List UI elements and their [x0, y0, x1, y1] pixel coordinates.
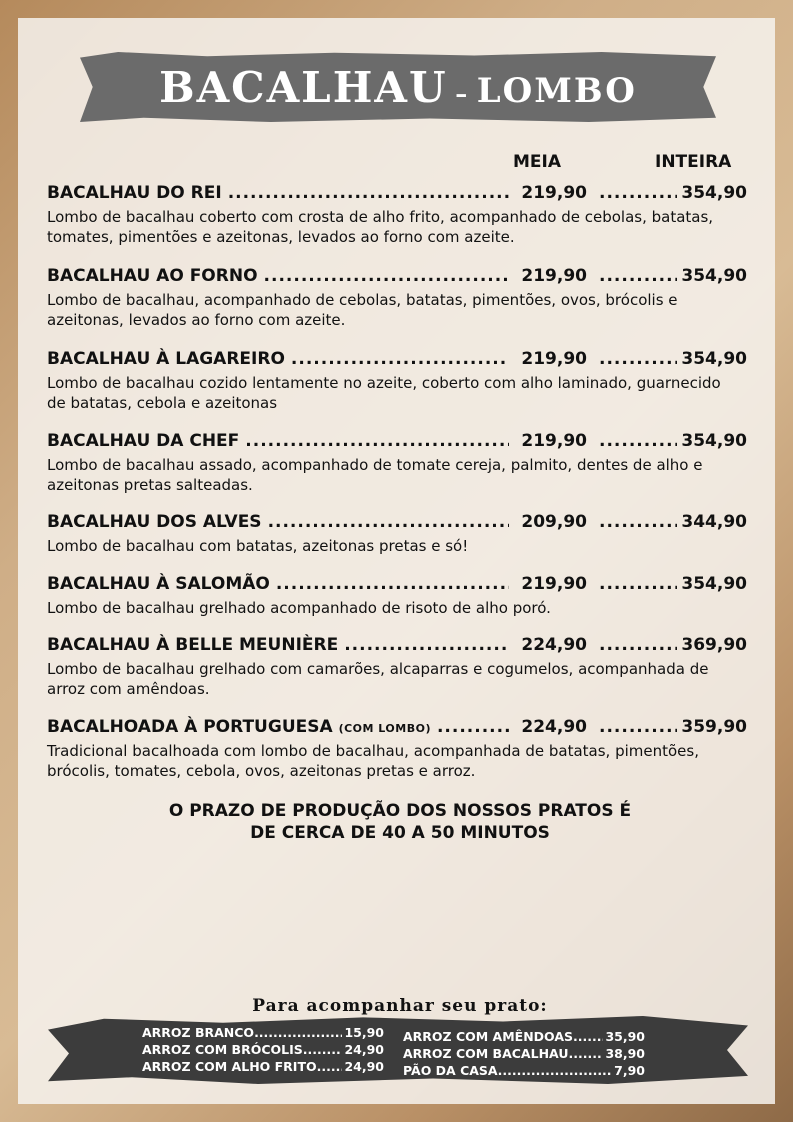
dot-leader — [599, 717, 677, 737]
accompaniment-price: 24,90 — [344, 1042, 384, 1057]
accompaniment-price: 38,90 — [605, 1046, 645, 1061]
accompaniment-item — [403, 1045, 645, 1062]
dish-description: Lombo de bacalhau grelhado com camarões, alcaparras e cogumelos, acompanhada de arroz com amêndoas. — [47, 660, 709, 698]
dot-leader — [276, 574, 509, 594]
dish-description: Lombo de bacalhau, acompanhado de cebolas, batatas, pimentões, ovos, brócolis e azeitonas, levados ao forno com azeite. — [47, 291, 678, 329]
notice-line-2: DE CERCA DE 40 A 50 MINUTOS — [250, 823, 550, 843]
accompaniment-price: 35,90 — [605, 1029, 645, 1044]
dot-leader — [268, 512, 509, 532]
accompaniment-item — [403, 1028, 645, 1045]
title-main: BACALHAU — [159, 63, 448, 112]
dot-leader — [599, 266, 677, 286]
accompaniments-left-column — [142, 1024, 384, 1075]
price-inteira: 359,90 — [681, 717, 747, 737]
dot-leader — [344, 635, 509, 655]
dot-leader — [228, 183, 509, 203]
dish-item — [47, 574, 747, 618]
dot-leader — [599, 574, 677, 594]
dish-item — [47, 266, 747, 330]
dish-name: BACALHAU DOS ALVES — [47, 512, 262, 532]
dot-leader — [599, 635, 677, 655]
dish-name-note: (COM LOMBO) — [338, 722, 431, 735]
dish-item — [47, 512, 747, 556]
dish-item — [47, 717, 747, 781]
dot-leader — [498, 1062, 613, 1079]
dish-description: Lombo de bacalhau cozido lentamente no azeite, coberto com alho laminado, guarnecido de batatas, cebola e azeitonas — [47, 374, 721, 412]
price-inteira: 354,90 — [681, 431, 747, 451]
price-meia: 219,90 — [521, 431, 587, 451]
price-meia: 219,90 — [521, 574, 587, 594]
accompaniment-item — [142, 1041, 384, 1058]
dish-name: BACALHAU À SALOMÃO — [47, 574, 270, 594]
dish-description: Tradicional bacalhoada com lombo de bacalhau, acompanhada de batatas, pimentões, brócolis, tomates, cebola, ovos, azeitonas pretas e arroz. — [47, 742, 699, 780]
accompaniment-item — [142, 1024, 384, 1041]
dish-name: BACALHAU À LAGAREIRO — [47, 349, 285, 369]
price-meia: 219,90 — [521, 266, 587, 286]
dot-leader — [599, 512, 677, 532]
dish-name: BACALHOADA À PORTUGUESA (COM LOMBO) — [47, 717, 431, 737]
accompaniment-price: 7,90 — [614, 1063, 645, 1078]
column-header-inteira: INTEIRA — [655, 152, 732, 172]
dish-name: BACALHAU DO REI — [47, 183, 222, 203]
dish-item — [47, 183, 747, 247]
price-meia: 219,90 — [521, 183, 587, 203]
dish-name: BACALHAU À BELLE MEUNIÈRE — [47, 635, 339, 655]
dot-leader — [264, 266, 509, 286]
price-meia: 219,90 — [521, 349, 587, 369]
dish-description: Lombo de bacalhau com batatas, azeitonas pretas e só! — [47, 537, 469, 555]
accompaniment-name: ARROZ COM BACALHAU — [403, 1046, 569, 1061]
dish-description: Lombo de bacalhau grelhado acompanhado de risoto de alho poró. — [47, 599, 551, 617]
dot-leader — [599, 349, 677, 369]
dish-description: Lombo de bacalhau coberto com crosta de alho frito, acompanhado de cebolas, batatas, tomates, pimentões e azeitonas, levados ao forno com azeite. — [47, 208, 714, 246]
title-dash: – — [455, 79, 470, 108]
page-title — [80, 58, 716, 127]
dot-leader — [254, 1024, 342, 1041]
accompaniment-name: ARROZ COM BRÓCOLIS — [142, 1042, 303, 1057]
accompaniment-name: ARROZ COM AMÊNDOAS — [403, 1029, 574, 1044]
column-header-meia: MEIA — [513, 152, 562, 172]
dish-item — [47, 431, 747, 495]
price-inteira: 344,90 — [681, 512, 747, 532]
dish-item — [47, 349, 747, 413]
menu-panel — [18, 18, 775, 1104]
production-time-notice — [80, 800, 720, 844]
price-inteira: 354,90 — [681, 349, 747, 369]
dot-leader — [568, 1045, 603, 1062]
price-inteira: 369,90 — [681, 635, 747, 655]
accompaniment-name: ARROZ COM ALHO FRITO — [142, 1059, 317, 1074]
accompaniment-item — [403, 1062, 645, 1079]
dish-description: Lombo de bacalhau assado, acompanhado de tomate cereja, palmito, dentes de alho e azeitonas pretas salteadas. — [47, 456, 703, 494]
dot-leader — [303, 1041, 343, 1058]
dot-leader — [317, 1058, 343, 1075]
dot-leader — [599, 431, 677, 451]
price-inteira: 354,90 — [681, 574, 747, 594]
dish-item — [47, 635, 747, 699]
dot-leader — [245, 431, 509, 451]
accompaniment-name: PÃO DA CASA — [403, 1063, 498, 1078]
price-meia: 224,90 — [521, 717, 587, 737]
dot-leader — [573, 1028, 603, 1045]
dish-name: BACALHAU DA CHEF — [47, 431, 240, 451]
price-meia: 209,90 — [521, 512, 587, 532]
dot-leader — [599, 183, 677, 203]
dot-leader — [291, 349, 509, 369]
accompaniments-right-column — [403, 1028, 645, 1079]
price-meia: 224,90 — [521, 635, 587, 655]
price-inteira: 354,90 — [681, 183, 747, 203]
title-sub: LOMBO — [476, 71, 637, 111]
notice-line-1: O PRAZO DE PRODUÇÃO DOS NOSSOS PRATOS É — [168, 801, 632, 821]
accompaniment-price: 24,90 — [344, 1059, 384, 1074]
price-inteira: 354,90 — [681, 266, 747, 286]
accompaniments-title: Para acompanhar seu prato: — [252, 996, 548, 1016]
dish-name: BACALHAU AO FORNO — [47, 266, 258, 286]
accompaniment-name: ARROZ BRANCO — [142, 1025, 255, 1040]
dot-leader — [437, 717, 509, 737]
accompaniment-item — [142, 1058, 384, 1075]
accompaniment-price: 15,90 — [344, 1025, 384, 1040]
